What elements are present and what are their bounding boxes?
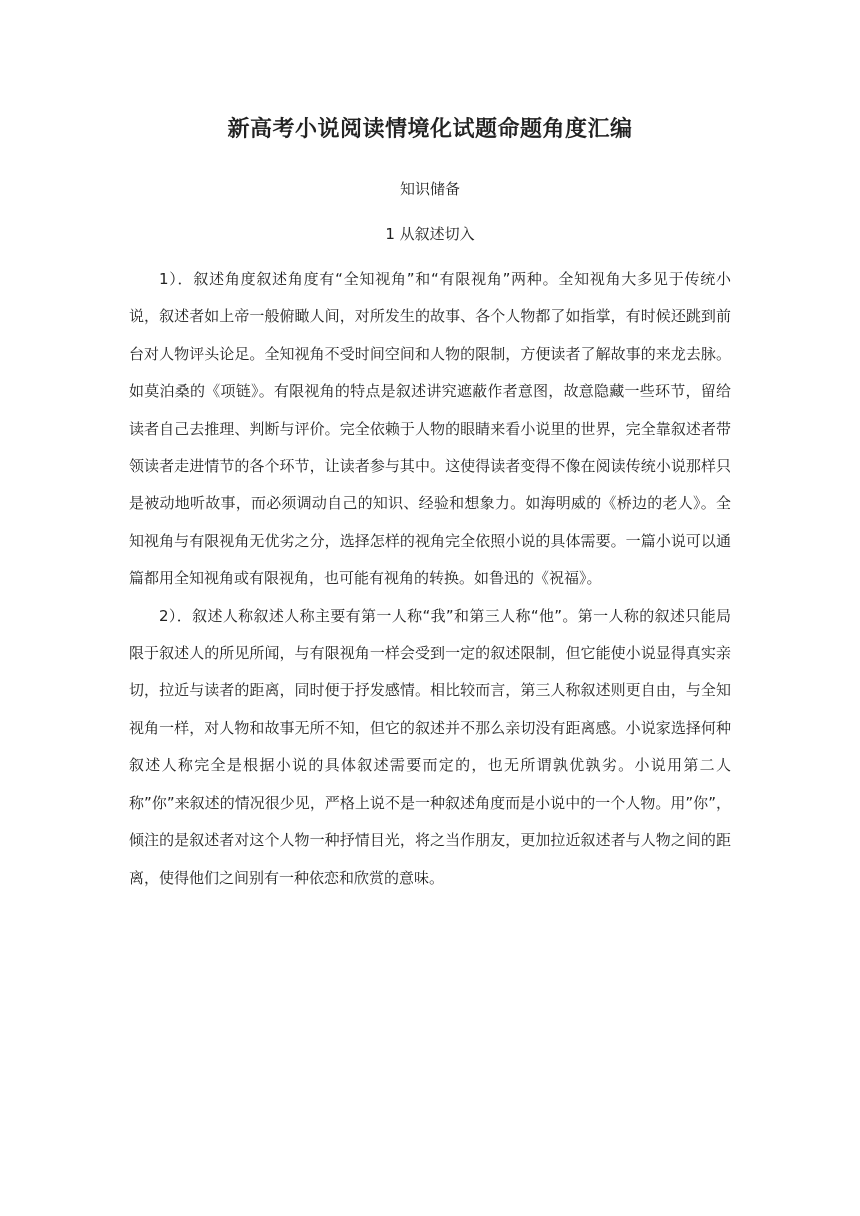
body-text [129, 261, 731, 897]
section-heading: 知识储备 [399, 180, 460, 198]
subsection-heading: 1 从叙述切入 [385, 225, 475, 243]
paragraph-narrative-perspective: 1）．叙述角度叙述角度有“全知视角”和“有限视角”两种。全知视角大多见于传统小说，叙述者如上帝一般俯瞰人间，对所发生的故事、各个人物都了如指掌，有时候还跳到前台对人物评头论足。全知视角不受时间空间和人物的限制，方便读者了解故事的来龙去脉。如莫泊桑的《项链》。有限视角的特点是叙述讲究遮蔽作者意图，故意隐藏一些环节，留给读者自己去推理、判断与评价。完全依赖于人物的眼睛来看小说里的世界，完全靠叙述者带领读者走进情节的各个环节，让读者参与其中。这使得读者变得不像在阅读传统小说那样只是被动地听故事，而必须调动自己的知识、经验和想象力。如海明威的《桥边的老人》。全知视角与有限视角无优劣之分，选择怎样的视角完全依照小说的具体需要。一篇小说可以通篇都用全知视角或有限视角，也可能有视角的转换。如鲁迅的《祝福》。 [129, 270, 731, 588]
paragraph-narrative-person: 2）．叙述人称叙述人称主要有第一人称“我”和第三人称“他”。第一人称的叙述只能局限于叙述人的所见所闻，与有限视角一样会受到一定的叙述限制，但它能使小说显得真实亲切，拉近与读者的距离，同时便于抒发感情。相比较而言，第三人称叙述则更自由，与全知视角一样，对人物和故事无所不知，但它的叙述并不那么亲切没有距离感。小说家选择何种叙述人称完全是根据小说的具体叙述需要而定的，也无所谓孰优孰劣。小说用第二人称”你”来叙述的情况很少见，严格上说不是一种叙述角度而是小说中的一个人物。用”你”，倾注的是叙述者对这个人物一种抒情目光，将之当作朋友，更加拉近叙述者与人物之间的距离，使得他们之间别有一种依恋和欣赏的意味。 [129, 606, 731, 887]
document-title: 新高考小说阅读情境化试题命题角度汇编 [227, 117, 633, 142]
